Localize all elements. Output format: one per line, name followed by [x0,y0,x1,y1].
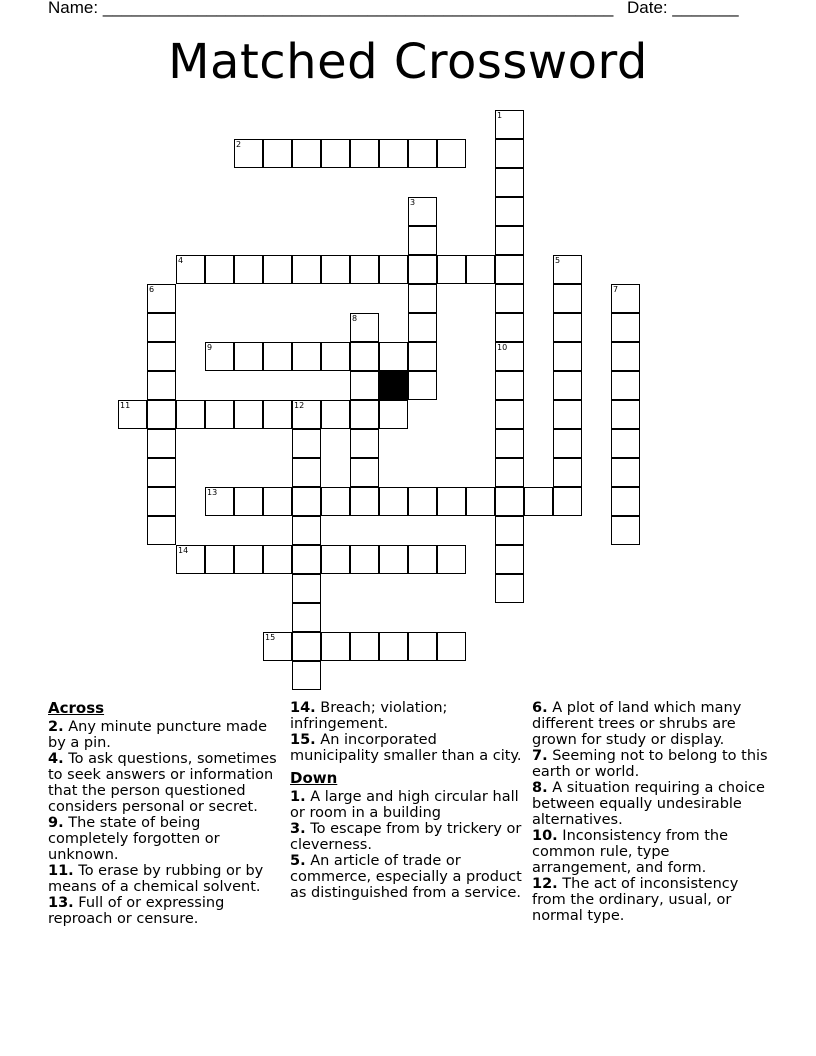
grid-cell[interactable] [408,284,437,313]
clues-column-2 [290,700,526,901]
grid-cell[interactable] [147,371,176,400]
clue-down-8 [532,780,768,828]
clue-text: A large and high circular hall or room in a building [290,789,519,821]
clue-across-14 [290,700,526,732]
grid-cell[interactable] [408,255,437,284]
clue-across-11 [48,863,280,895]
grid-cell[interactable] [292,342,321,371]
grid-cell[interactable] [408,139,437,168]
grid-cell[interactable] [437,487,466,516]
grid-cell[interactable] [495,197,524,226]
page-title: Matched Crossword [168,34,648,90]
grid-cell[interactable] [611,342,640,371]
grid-cell[interactable] [292,603,321,632]
grid-cell[interactable] [350,429,379,458]
clue-number: 9. [48,815,64,831]
grid-cell[interactable] [379,400,408,429]
cell-number: 2 [236,140,242,149]
grid-cell[interactable] [379,139,408,168]
date-label: Date: [627,0,668,17]
grid-cell[interactable] [611,458,640,487]
clue-number: 5. [290,853,306,869]
grid-cell[interactable] [466,255,495,284]
grid-cell[interactable] [147,342,176,371]
clue-text: The act of inconsistency from the ordinary, usual, or normal type. [532,876,739,924]
grid-cell[interactable] [495,458,524,487]
down-heading: Down [290,769,338,787]
clue-number: 3. [290,821,306,837]
clue-text: To escape from by trickery or cleverness. [290,821,522,853]
grid-cell[interactable] [408,632,437,661]
clue-number: 15. [290,732,316,748]
clue-across-9 [48,815,280,863]
grid-cell[interactable] [350,371,379,400]
clue-text: Any minute puncture made by a pin. [48,719,268,751]
grid-cell[interactable] [466,487,495,516]
grid-cell[interactable] [379,255,408,284]
across-heading: Across [48,699,105,717]
grid-cell[interactable] [379,342,408,371]
grid-cell[interactable] [263,545,292,574]
grid-cell[interactable] [553,400,582,429]
grid-cell[interactable] [292,661,321,690]
cell-number: 13 [207,488,218,497]
grid-cell[interactable] [379,632,408,661]
grid-cell[interactable] [205,400,234,429]
grid-cell[interactable] [350,487,379,516]
grid-cell[interactable] [147,458,176,487]
cell-number: 15 [265,633,276,642]
grid-cell[interactable] [408,371,437,400]
clue-down-12 [532,876,768,924]
clue-down-5 [290,853,526,901]
clue-down-3 [290,821,526,853]
cell-number: 5 [555,256,561,265]
grid-cell[interactable] [350,632,379,661]
clue-text: A situation requiring a choice between equally undesirable alternatives. [532,780,765,828]
grid-cell[interactable] [611,516,640,545]
cell-number: 6 [149,285,155,294]
clue-number: 11. [48,863,74,879]
clue-number: 10. [532,828,558,844]
grid-cell[interactable] [553,371,582,400]
clue-number: 12. [532,876,558,892]
clue-text: To erase by rubbing or by means of a chemical solvent. [48,863,264,895]
name-label: Name: [48,0,99,17]
clue-number: 13. [48,895,74,911]
grid-cell[interactable] [263,487,292,516]
clue-down-10 [532,828,768,876]
grid-cell[interactable] [611,313,640,342]
grid-cell[interactable] [408,342,437,371]
grid-cell[interactable] [234,342,263,371]
grid-cell[interactable] [234,255,263,284]
grid-cell[interactable] [263,342,292,371]
grid-cell[interactable] [292,574,321,603]
clue-number: 8. [532,780,548,796]
cell-number: 1 [497,111,503,120]
grid-cell[interactable] [350,400,379,429]
cell-number: 14 [178,546,189,555]
grid-cell[interactable] [495,371,524,400]
clue-number: 2. [48,719,64,735]
grid-cell[interactable] [292,487,321,516]
grid-cell[interactable] [553,313,582,342]
grid-cell[interactable] [350,139,379,168]
clues-column-1 [48,700,280,927]
grid-cell[interactable] [321,487,350,516]
cell-number: 3 [410,198,416,207]
cell-number: 10 [497,343,508,352]
grid-cell[interactable] [553,342,582,371]
grid-cell[interactable] [611,400,640,429]
clue-down-6 [532,700,768,748]
grid-cell[interactable] [437,255,466,284]
grid-cell[interactable] [292,632,321,661]
grid-cell[interactable] [292,458,321,487]
grid-cell[interactable] [495,545,524,574]
grid-cell[interactable] [437,139,466,168]
clue-text: A plot of land which many different trees or shrubs are grown for study or display. [532,700,742,748]
grid-cell[interactable] [321,545,350,574]
black-cell [379,371,408,400]
grid-cell[interactable] [234,487,263,516]
grid-cell[interactable] [495,429,524,458]
grid-cell[interactable] [408,545,437,574]
clue-text: The state of being completely forgotten or unknown. [48,815,220,863]
cell-number: 9 [207,343,213,352]
clue-text: Inconsistency from the common rule, type arrangement, and form. [532,828,729,876]
cell-number: 12 [294,401,305,410]
grid-cell[interactable] [292,545,321,574]
grid-cell[interactable] [321,342,350,371]
cell-number: 11 [120,401,131,410]
clue-across-2 [48,719,280,751]
clue-text: Full of or expressing reproach or censure. [48,895,225,927]
clue-across-15 [290,732,526,764]
grid-cell[interactable] [350,545,379,574]
grid-cell[interactable] [495,139,524,168]
grid-cell[interactable] [408,313,437,342]
grid-cell[interactable] [553,284,582,313]
grid-cell[interactable] [147,487,176,516]
grid-cell[interactable] [234,400,263,429]
grid-cell[interactable] [147,400,176,429]
clue-number: 7. [532,748,548,764]
clue-number: 1. [290,789,306,805]
grid-cell[interactable] [350,255,379,284]
clue-text: Breach; violation; infringement. [290,700,448,732]
clue-number: 4. [48,751,64,767]
grid-cell[interactable] [292,139,321,168]
grid-cell[interactable] [495,516,524,545]
grid-cell[interactable] [147,313,176,342]
grid-cell[interactable] [379,487,408,516]
grid-cell[interactable] [611,429,640,458]
grid-cell[interactable] [292,516,321,545]
grid-cell[interactable] [350,342,379,371]
clue-text: Seeming not to belong to this earth or world. [532,748,768,780]
grid-cell[interactable] [263,139,292,168]
grid-cell[interactable] [495,255,524,284]
grid-cell[interactable] [147,516,176,545]
clue-across-4 [48,751,280,815]
cell-number: 7 [613,285,619,294]
grid-cell[interactable] [495,226,524,255]
clues-column-3 [532,700,768,924]
name-line[interactable]: ______________________________________________________ [102,0,614,17]
grid-cell[interactable] [321,632,350,661]
grid-cell[interactable] [234,545,263,574]
clue-number: 6. [532,700,548,716]
grid-cell[interactable] [495,400,524,429]
grid-cell[interactable] [147,429,176,458]
grid-cell[interactable] [263,255,292,284]
grid-cell[interactable] [495,284,524,313]
date-line[interactable]: _______ [672,0,739,17]
clue-down-7 [532,748,768,780]
grid-cell[interactable] [408,487,437,516]
grid-cell[interactable] [263,400,292,429]
grid-cell[interactable] [379,545,408,574]
grid-cell[interactable] [205,545,234,574]
grid-cell[interactable] [437,632,466,661]
clue-number: 14. [290,700,316,716]
grid-cell[interactable] [321,255,350,284]
grid-cell[interactable] [495,487,524,516]
grid-cell[interactable] [553,487,582,516]
clue-down-1 [290,789,526,821]
grid-cell[interactable] [408,226,437,255]
grid-cell[interactable] [524,487,553,516]
clue-across-13 [48,895,280,927]
clue-text: To ask questions, sometimes to seek answers or information that the person questioned considers personal or secret. [48,751,277,815]
grid-cell[interactable] [611,487,640,516]
clue-text: An incorporated municipality smaller than a city. [290,732,522,764]
grid-cell[interactable] [437,545,466,574]
cell-number: 4 [178,256,184,265]
grid-cell[interactable] [321,400,350,429]
grid-cell[interactable] [611,371,640,400]
grid-cell[interactable] [495,574,524,603]
grid-cell[interactable] [553,458,582,487]
grid-cell[interactable] [292,429,321,458]
grid-cell[interactable] [495,313,524,342]
grid-cell[interactable] [321,139,350,168]
grid-cell[interactable] [495,168,524,197]
grid-cell[interactable] [350,458,379,487]
grid-cell[interactable] [292,255,321,284]
cell-number: 8 [352,314,358,323]
grid-cell[interactable] [176,400,205,429]
grid-cell[interactable] [205,255,234,284]
clue-text: An article of trade or commerce, especially a product as distinguished from a service. [290,853,522,901]
grid-cell[interactable] [553,429,582,458]
